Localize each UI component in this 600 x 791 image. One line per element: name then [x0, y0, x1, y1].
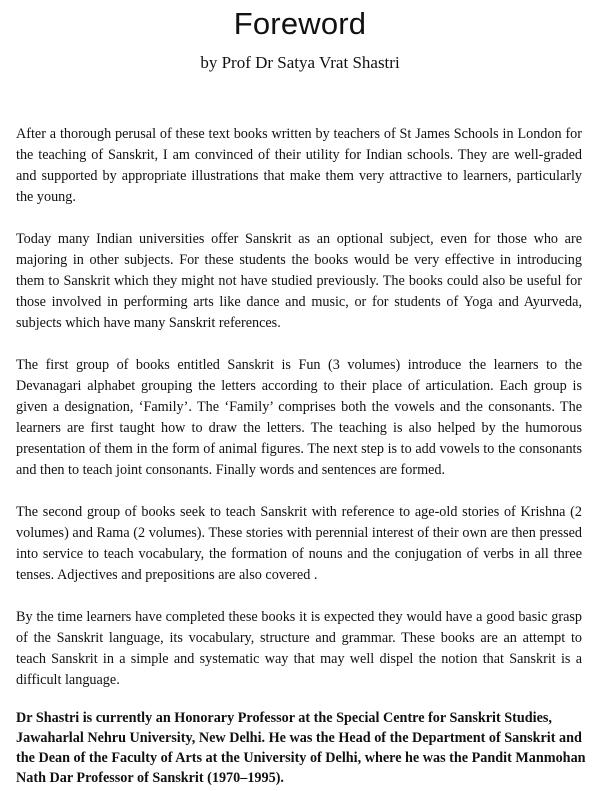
paragraph-1: After a thorough perusal of these text books written by teachers of St James Schools in London for the teaching of Sanskrit, I am convinced of their utility for Indian schools. They are well-graded and supported by appropriate illustrations that make them very attractive to learners, particularly the young.	[16, 126, 582, 205]
author-byline: by Prof Dr Satya Vrat Shastri	[200, 53, 400, 72]
author-bio: Dr Shastri is currently an Honorary Professor at the Special Centre for Sanskrit Studies, Jawaharlal Nehru University, New Delhi. He was the Head of the Department of Sanskrit and the Dean of the Faculty of Arts at the University of Delhi, where he was the Pandit Manmohan Nath Dar Professor of Sanskrit (1970–1995).	[16, 710, 586, 786]
page-title: Foreword	[233, 6, 367, 41]
paragraph-3: The first group of books entitled Sanskrit is Fun (3 volumes) introduce the learners to the Devanagari alphabet grouping the letters according to their place of articulation. Each group is given a designation, ‘Family’. The ‘Family’ comprises both the vowels and the consonants. The learners are first taught how to draw the letters. The teaching is also helped by the humorous presentation of them in the form of animal figures. The next step is to add vowels to the consonants and then to teach joint consonants. Finally words and sentences are formed.	[16, 357, 582, 478]
paragraph-2: Today many Indian universities offer Sanskrit as an optional subject, even for those who are majoring in other subjects. For these students the books would be very effective in introducing them to Sanskrit which they might not have studied previously. The books could also be useful for those involved in performing arts like dance and music, or for students of Yoga and Ayurveda, subjects which have many Sanskrit references.	[16, 231, 582, 331]
paragraph-5: By the time learners have completed these books it is expected they would have a good basic grasp of the Sanskrit language, its vocabulary, structure and grammar. These books are an attempt to teach Sanskrit in a simple and systematic way that may well dispel the notion that Sanskrit is a difficult language.	[16, 609, 582, 688]
foreword-body	[16, 124, 582, 712]
paragraph-4: The second group of books seek to teach Sanskrit with reference to age-old stories of Krishna (2 volumes) and Rama (2 volumes). These stories with perennial interest of their own are then pressed into service to teach vocabulary, the formation of nouns and the conjugation of verbs in all three tenses. Adjectives and prepositions are also covered .	[16, 504, 582, 583]
